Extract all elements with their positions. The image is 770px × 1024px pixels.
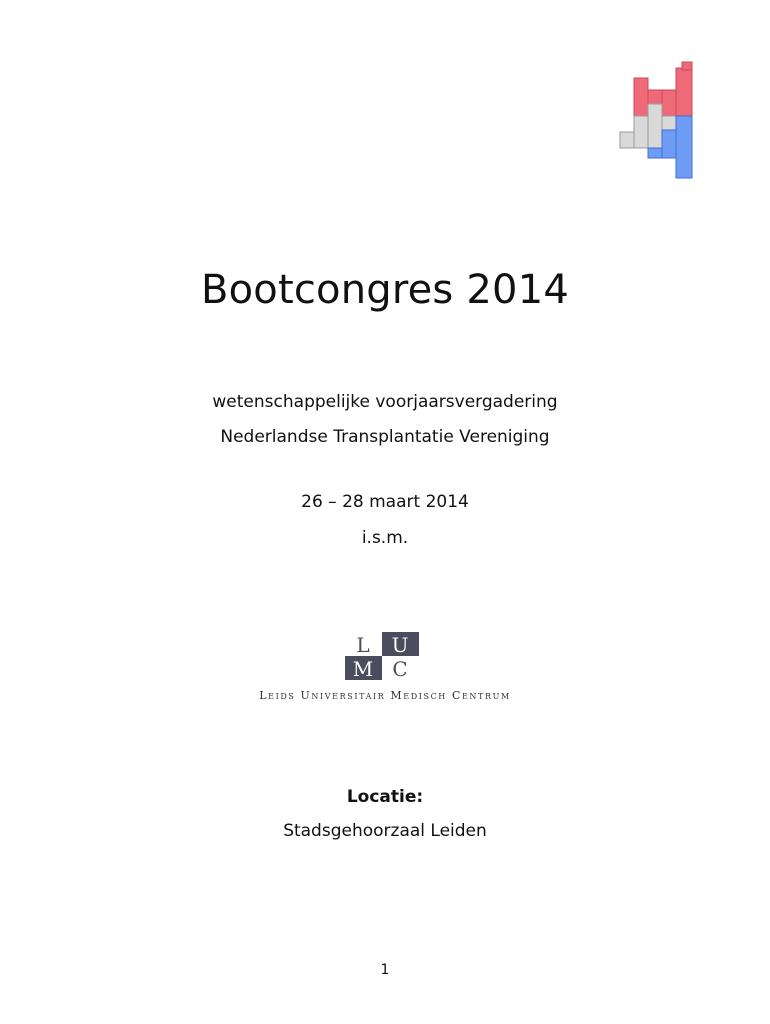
lumc-letter-m: M xyxy=(352,657,374,680)
event-dates: 26 – 28 maart 2014 xyxy=(301,492,469,512)
lumc-full-name: Leids Universitair Medisch Centrum xyxy=(259,689,511,702)
subtitle-organization: Nederlandse Transplantatie Vereniging xyxy=(220,427,550,447)
ntv-logo xyxy=(616,60,698,182)
page-number: 1 xyxy=(380,962,390,978)
lumc-logo xyxy=(343,632,421,680)
lumc-letter-c: C xyxy=(392,657,408,680)
location-value: Stadsgehoorzaal Leiden xyxy=(283,821,487,841)
subtitle-meeting: wetenschappelijke voorjaarsvergadering xyxy=(212,392,558,412)
lumc-letter-u: U xyxy=(391,633,409,657)
document-title: Bootcongres 2014 xyxy=(200,267,569,313)
in-cooperation-with: i.s.m. xyxy=(361,528,409,548)
location-label: Locatie: xyxy=(346,787,424,807)
lumc-letter-l: L xyxy=(356,633,370,657)
